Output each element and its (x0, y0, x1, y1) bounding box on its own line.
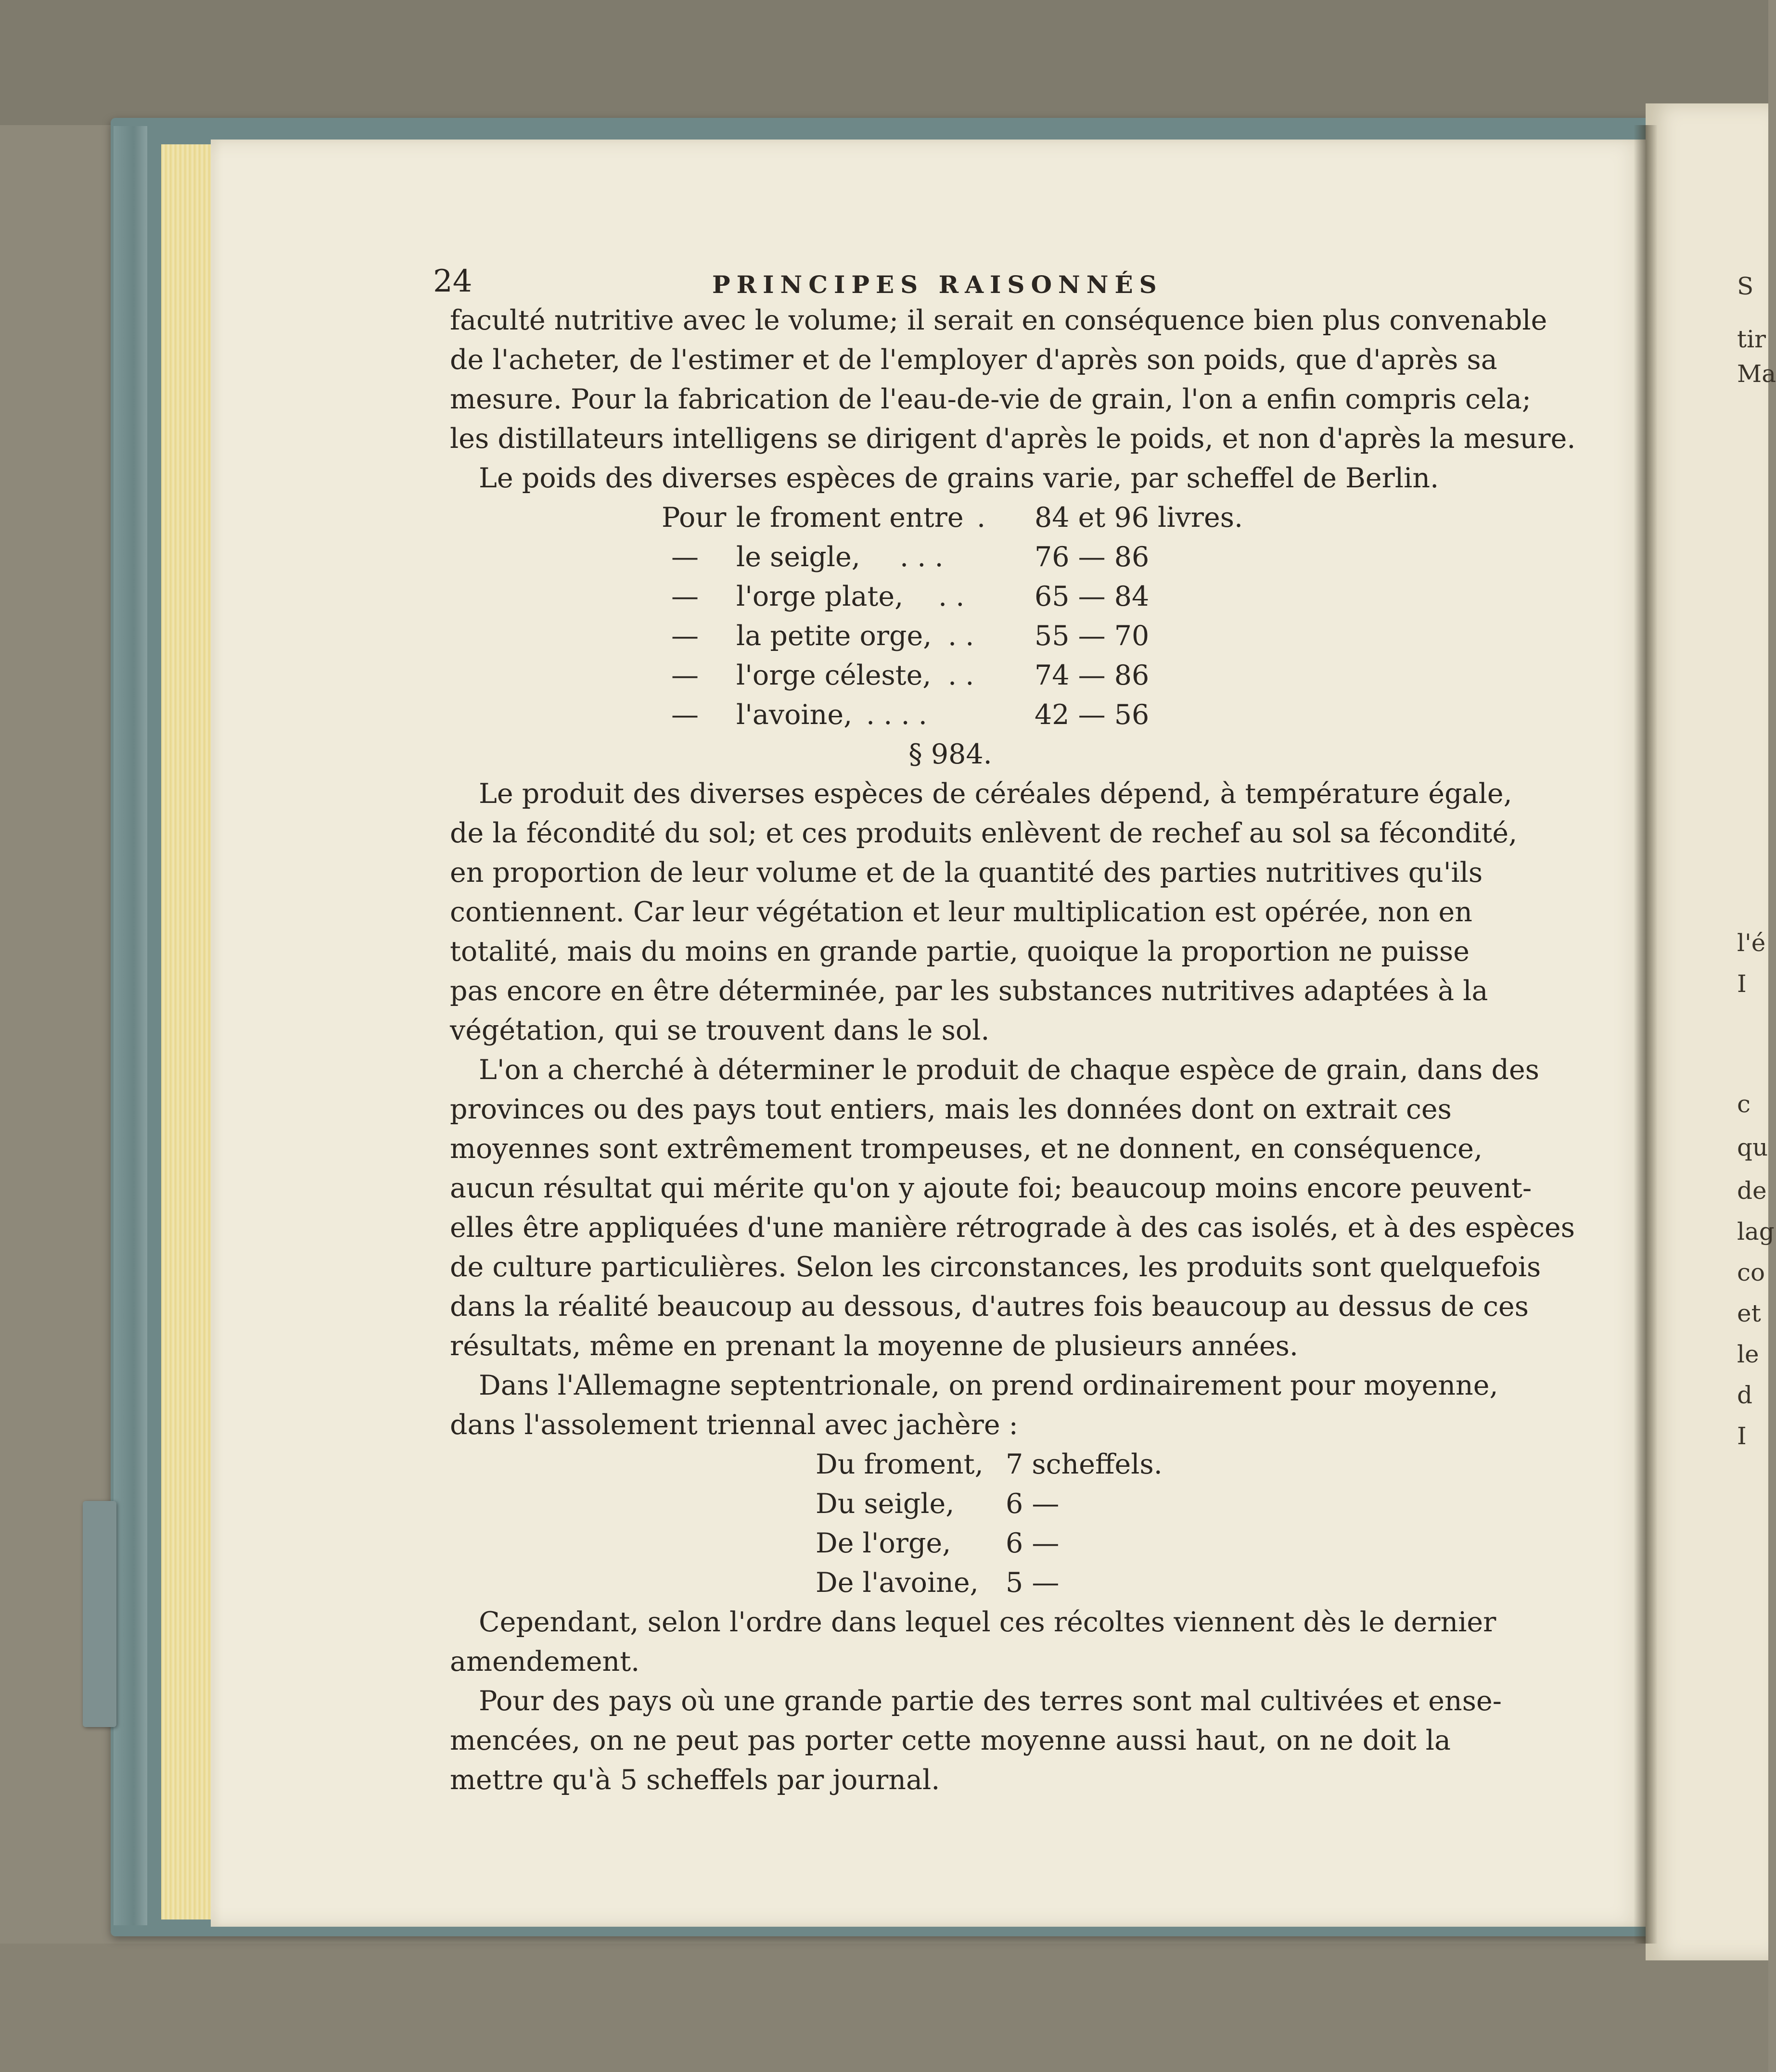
table-row (450, 577, 1451, 616)
background-top (0, 0, 1768, 125)
running-title: PRINCIPES RAISONNÉS (712, 270, 1163, 299)
text-line: amendement. (450, 1646, 640, 1678)
page-body (450, 301, 1576, 1800)
text-line: provinces ou des pays tout entiers, mais les données dont on extrait ces (450, 1093, 1452, 1125)
row-value: 7 scheffels. (1006, 1449, 1163, 1480)
row-prefix: — (671, 699, 699, 731)
fragment: l'é (1737, 929, 1766, 957)
table-row (450, 537, 1451, 577)
book-clasp (83, 1501, 116, 1727)
fragment: Ma (1737, 360, 1776, 388)
text-line: de l'acheter, de l'estimer et de l'employer d'après son poids, que d'après sa (450, 344, 1497, 376)
text-line: totalité, mais du moins en grande partie, quoique la proportion ne puisse (450, 936, 1469, 967)
text-line: elles être appliquées d'une manière rétrograde à des cas isolés, et à des espèces (450, 1212, 1575, 1244)
fragment: S (1737, 272, 1754, 300)
fragment: qu (1737, 1133, 1768, 1161)
row-label: la petite orge, (736, 620, 932, 652)
row-prefix: — (671, 581, 699, 612)
cover-spine-edge (114, 126, 147, 1925)
row-dots: . . . (900, 541, 944, 573)
page-number: 24 (433, 264, 473, 299)
row-label: Du seigle, (816, 1488, 955, 1520)
text-line: de la fécondité du sol; et ces produits enlèvent de rechef au sol sa fécondité, (450, 817, 1518, 849)
weights-table (450, 498, 1451, 735)
text-line: contiennent. Car leur végétation et leur multiplication est opérée, non en (450, 896, 1473, 928)
fragment: le (1737, 1340, 1759, 1368)
text-line: Dans l'Allemagne septentrionale, on prend ordinairement pour moyenne, (479, 1370, 1498, 1401)
row-dots: . (977, 502, 986, 534)
row-prefix: — (671, 541, 699, 573)
row-dots: . . (948, 620, 974, 652)
text-line: dans la réalité beaucoup au dessous, d'autres fois beaucoup au dessus de ces (450, 1291, 1529, 1322)
row-value: 84 et 96 livres. (1035, 502, 1243, 534)
table-row (450, 656, 1451, 695)
text-line: moyennes sont extrêmement trompeuses, et ne donnent, en conséquence, (450, 1133, 1483, 1165)
facing-page-fragments (1737, 0, 1776, 2072)
row-value: 55 — 70 (1035, 620, 1150, 652)
background-bottom (0, 1944, 1768, 2072)
text-line: Le produit des diverses espèces de céréales dépend, à température égale, (479, 778, 1512, 810)
text-line: Pour des pays où une grande partie des terres sont mal cultivées et ense- (479, 1685, 1502, 1717)
yields-table (450, 1445, 1451, 1602)
fragment: co (1737, 1258, 1765, 1286)
row-value: 6 — (1006, 1527, 1060, 1559)
row-value: 74 — 86 (1035, 660, 1150, 691)
row-label: l'avoine, (736, 699, 853, 731)
text-line: résultats, même en prenant la moyenne de plusieurs années. (450, 1330, 1299, 1362)
row-label: Du froment, (816, 1449, 984, 1480)
fragment: tir (1737, 325, 1766, 353)
table-row (450, 616, 1451, 656)
text-line: pas encore en être déterminée, par les substances nutritives adaptées à la (450, 975, 1488, 1007)
row-label: De l'avoine, (816, 1567, 979, 1599)
fragment: I (1737, 970, 1747, 998)
fragment: d (1737, 1381, 1753, 1409)
row-label: De l'orge, (816, 1527, 951, 1559)
text-line: Cependant, selon l'ordre dans lequel ces récoltes viennent dès le dernier (479, 1606, 1496, 1638)
row-label: le seigle, (736, 541, 860, 573)
text-line: dans l'assolement triennal avec jachère : (450, 1409, 1018, 1441)
table-row (450, 1524, 1451, 1563)
page-edges (161, 144, 214, 1919)
text-line: aucun résultat qui mérite qu'on y ajoute foi; beaucoup moins encore peuvent- (450, 1172, 1532, 1204)
row-label: l'orge plate, (736, 581, 904, 612)
row-value: 42 — 56 (1035, 699, 1150, 731)
text-line: mettre qu'à 5 scheffels par journal. (450, 1764, 940, 1796)
row-value: 5 — (1006, 1567, 1060, 1599)
text-line: de culture particulières. Selon les circonstances, les produits sont quelquefois (450, 1251, 1541, 1283)
row-value: 6 — (1006, 1488, 1060, 1520)
table-row (450, 1484, 1451, 1524)
row-dots: . . (948, 660, 974, 691)
row-prefix: Pour (662, 502, 727, 534)
text-line: végétation, qui se trouvent dans le sol. (450, 1015, 990, 1046)
text-line: L'on a cherché à déterminer le produit de chaque espèce de grain, dans des (479, 1054, 1539, 1086)
table-row (450, 695, 1451, 735)
fragment: c (1737, 1090, 1751, 1118)
row-dots: . . . . (866, 699, 927, 731)
text-line: en proportion de leur volume et de la quantité des parties nutritives qu'ils (450, 857, 1483, 889)
fragment: et (1737, 1299, 1761, 1327)
text-line: Le poids des diverses espèces de grains varie, par scheffel de Berlin. (479, 462, 1439, 494)
table-row (450, 1563, 1451, 1602)
book-gutter (1634, 125, 1658, 1944)
text-line: faculté nutritive avec le volume; il serait en conséquence bien plus convenable (450, 305, 1547, 336)
row-prefix: — (671, 660, 699, 691)
fragment: I (1737, 1422, 1747, 1450)
table-row (450, 1445, 1451, 1484)
row-label: le froment entre (736, 502, 964, 534)
row-dots: . . (938, 581, 965, 612)
section-heading: § 984. (908, 738, 992, 770)
text-line: mesure. Pour la fabrication de l'eau-de-vie de grain, l'on a enfin compris cela; (450, 383, 1532, 415)
text-line: mencées, on ne peut pas porter cette moyenne aussi haut, on ne doit la (450, 1725, 1451, 1756)
fragment: lag (1737, 1218, 1775, 1246)
row-value: 76 — 86 (1035, 541, 1150, 573)
row-prefix: — (671, 620, 699, 652)
row-label: l'orge céleste, (736, 660, 932, 691)
table-row (450, 498, 1451, 537)
fragment: de (1737, 1177, 1767, 1205)
row-value: 65 — 84 (1035, 581, 1150, 612)
text-line: les distillateurs intelligens se dirigent d'après le poids, et non d'après la mesure. (450, 423, 1576, 455)
